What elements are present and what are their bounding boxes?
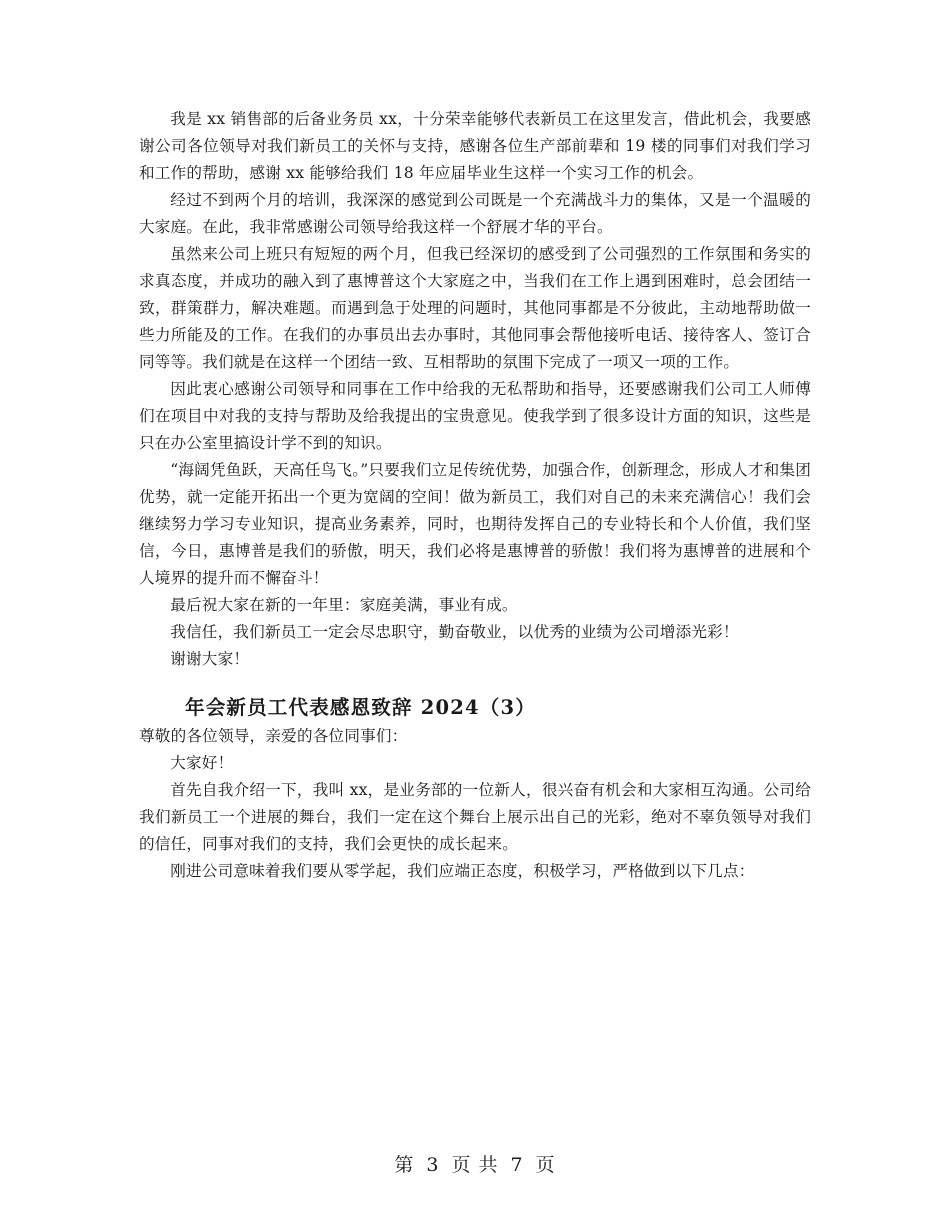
paragraph-training: 经过不到两个月的培训，我深深的感觉到公司既是一个充满战斗力的集体，又是一个温暖的大家庭。在此，我非常感谢公司领导给我这样一个舒展才华的平台。 (139, 191, 811, 236)
paragraph-outlook: “海阔凭鱼跃，天高任鸟飞。”只要我们立足传统优势，加强合作，创新理念，形成人才和集团优势，就一定能开拓出一个更为宽阔的空间！做为新员工，我们对自己的未来充满信心！我们会继续努力学习专业知识，提高业务素养，同时，也期待发挥自己的专业特长和个人价值，我们坚信，今日，惠博普是我们的骄傲，明天，我们必将是惠博普的骄傲！我们将为惠博普的进展和个人境界的提升而不懈奋斗！ (139, 461, 811, 587)
footer-prefix: 第 (394, 1154, 415, 1176)
footer-current-page: 3 (426, 1154, 440, 1176)
paragraph-teamwork: 虽然来公司上班只有短短的两个月，但我已经深切的感受到了公司强烈的工作氛围和务实的求真态度，并成功的融入到了惠博普这个大家庭之中，当我们在工作上遇到困难时，总会团结一致，群策群力，解决难题。而遇到急于处理的问题时，其他同事都是不分彼此，主动地帮助做一些力所能及的工作。在我们的办事员出去办事时，其他同事会帮他接听电话、接待客人、签订合同等等。我们就是在这样一个团结一致、互相帮助的氛围下完成了一项又一项的工作。 (139, 245, 811, 371)
paragraph-self-intro: 首先自我介绍一下，我叫 xx，是业务部的一位新人，很兴奋有机会和大家相互沟通。公司给我们新员工一个进展的舞台，我们一定在这个舞台上展示出自己的光彩，绝对不辜负领导对我们的信任，同事对我们的支持，我们会更快的成长起来。 (139, 781, 811, 853)
page-footer (0, 1150, 950, 1177)
footer-middle: 页 共 (451, 1154, 499, 1176)
paragraph-closing: 谢谢大家！ (170, 650, 250, 668)
paragraph-belief: 我信任，我们新员工一定会尽忠职守，勤奋敬业，以优秀的业绩为公司增添光彩！ (170, 623, 739, 641)
footer-suffix: 页 (535, 1154, 556, 1176)
footer-total-pages: 7 (510, 1154, 524, 1176)
paragraph-starting: 刚进公司意味着我们要从零学起，我们应端正态度，积极学习，严格做到以下几点： (170, 862, 755, 880)
paragraph-greeting: 大家好！ (170, 754, 234, 772)
salutation: 尊敬的各位领导，亲爱的各位同事们： (139, 727, 408, 745)
paragraph-wishes: 最后祝大家在新的一年里：家庭美满，事业有成。 (170, 596, 518, 614)
section-heading: 年会新员工代表感恩致辞 2024（3） (185, 696, 536, 719)
paragraph-intro: 我是 xx 销售部的后备业务员 xx，十分荣幸能够代表新员工在这里发言，借此机会，我要感谢公司各位领导对我们新员工的关怀与支持，感谢各位生产部前辈和 19 楼的同事们对我们学习和工作的帮助，感谢 xx 能够给我们 18 年应届毕业生这样一个实习工作的机会。 (139, 110, 811, 182)
document-body (139, 106, 811, 885)
paragraph-thanks: 因此衷心感谢公司领导和同事在工作中给我的无私帮助和指导，还要感谢我们公司工人师傅们在项目中对我的支持与帮助及给我提出的宝贵意见。使我学到了很多设计方面的知识，这些是只在办公室里搞设计学不到的知识。 (139, 380, 811, 452)
